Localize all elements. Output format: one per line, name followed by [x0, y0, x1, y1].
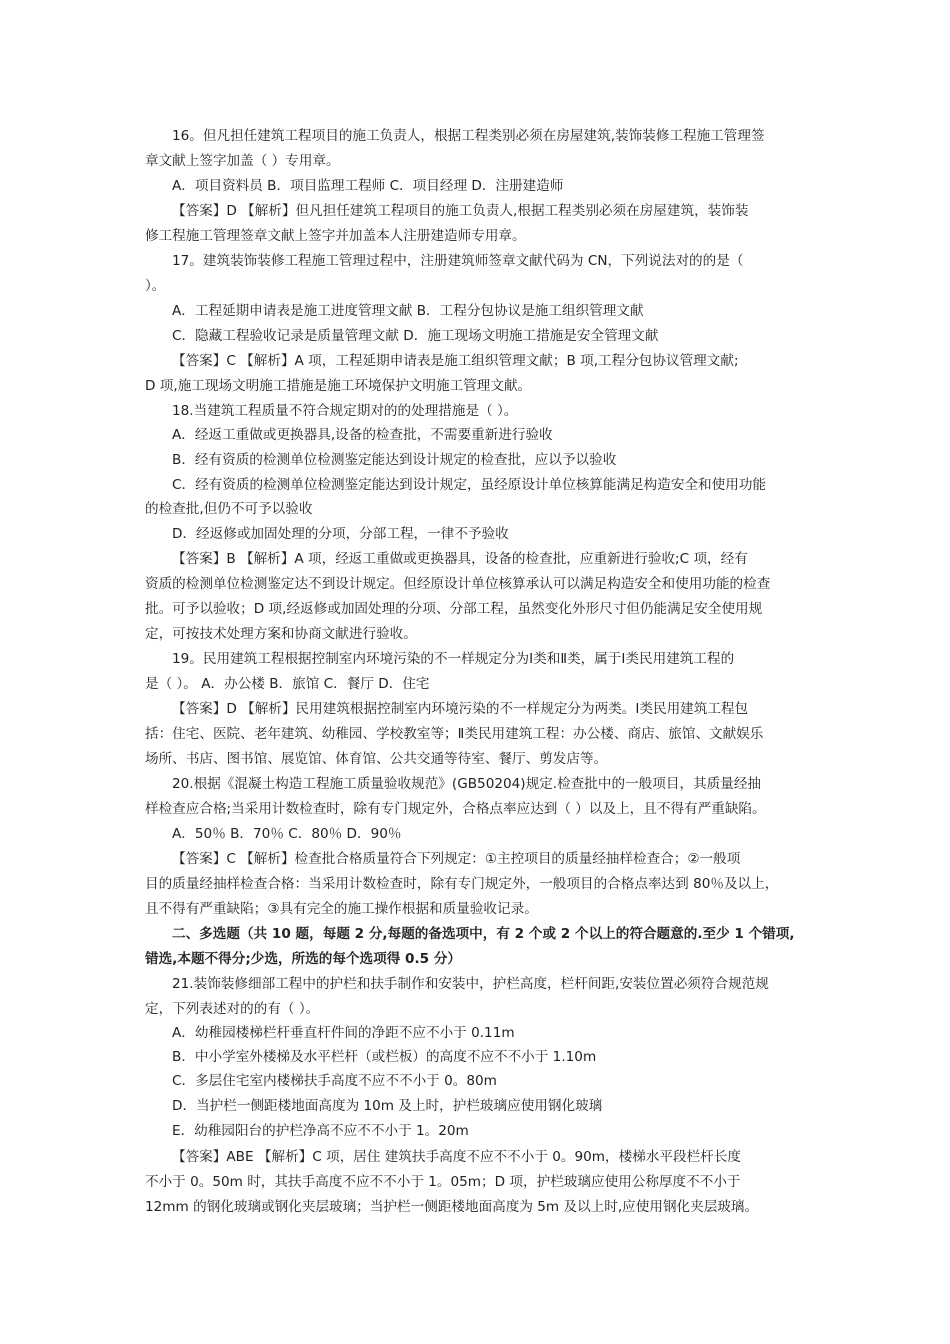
- q16-stem-line2: 章文献上签字加盖（ ）专用章。: [145, 153, 340, 169]
- q18-option-c-line2: 的检查批,但仍不可予以验收: [145, 501, 313, 517]
- q19-answer-line1: 【答案】D 【解析】民用建筑根据控制室内环境污染的不一样规定分为两类。Ⅰ类民用建筑工程包: [172, 701, 749, 717]
- q21-answer-line1: 【答案】ABE 【解析】C 项，居住 建筑扶手高度不应不不小于 0。90m，楼梯水平段栏杆长度: [172, 1149, 741, 1165]
- q20-options: A．50％ B．70％ C．80％ D．90％: [172, 826, 402, 842]
- section-heading-line1: 二、多选题（共 10 题，每题 2 分,每题的备选项中，有 2 个或 2 个以上的符合题意的.至少 1 个错项,: [172, 926, 795, 942]
- q16-answer-line2: 修工程施工管理签章文献上签字并加盖本人注册建造师专用章。: [145, 228, 526, 244]
- q18-option-a: A．经返工重做或更换器具,设备的检查批，不需要重新进行验收: [172, 427, 553, 443]
- q18-option-b: B．经有资质的检测单位检测鉴定能达到设计规定的检查批，应以予以验收: [172, 452, 617, 468]
- q19-answer-line3: 场所、书店、图书馆、展览馆、体育馆、公共交通等待室、餐厅、剪发店等。: [145, 751, 608, 767]
- q18-answer-line3: 批。可予以验收；D 项,经返修或加固处理的分项、分部工程，虽然变化外形尺寸但仍能满足安全使用规: [145, 601, 763, 617]
- q21-option-a: A．幼稚园楼梯栏杆垂直杆件间的净距不应不小于 0.11m: [172, 1025, 515, 1041]
- q20-stem-line1: 20.根据《混凝土构造工程施工质量验收规范》(GB50204)规定.检查批中的一般项目，其质量经抽: [172, 776, 762, 792]
- q18-answer-line4: 定，可按技术处理方案和协商文献进行验收。: [145, 626, 417, 642]
- q18-option-d: D．经返修或加固处理的分项，分部工程，一律不予验收: [172, 526, 509, 542]
- q16-answer-line1: 【答案】D 【解析】但凡担任建筑工程项目的施工负责人,根据工程类别必须在房屋建筑，装饰装: [172, 203, 749, 219]
- q19-stem-line2: 是（ ）。 A．办公楼 B．旅馆 C．餐厅 D．住宅: [145, 676, 430, 692]
- section-heading-line2: 错选,本题不得分;少选，所选的每个选项得 0.5 分）: [145, 951, 462, 967]
- q17-stem-line2: ）。: [145, 278, 166, 294]
- q21-option-d: D．当护栏一侧距楼地面高度为 10m 及上时，护栏玻璃应使用钢化玻璃: [172, 1098, 603, 1114]
- q16-options: A．项目资料员 B．项目监理工程师 C．项目经理 D．注册建造师: [172, 178, 564, 194]
- q21-answer-line3: 12mm 的钢化玻璃或钢化夹层玻璃；当护栏一侧距楼地面高度为 5m 及以上时,应使用钢化夹层玻璃。: [145, 1199, 759, 1215]
- q18-stem: 18.当建筑工程质量不符合规定期对的的处理措施是（ ）。: [172, 403, 518, 419]
- q21-option-c: C．多层住宅室内楼梯扶手高度不应不不小于 0。80m: [172, 1073, 497, 1089]
- q17-options-ab: A．工程延期申请表是施工进度管理文献 B．工程分包协议是施工组织管理文献: [172, 303, 644, 319]
- q21-stem-line2: 定，下列表述对的的有（ ）。: [145, 1001, 320, 1017]
- q20-answer-line3: 且不得有严重缺陷；③具有完全的施工操作根据和质量验收记录。: [145, 901, 538, 917]
- q20-answer-line2: 目的质量经抽样检查合格：当采用计数检查时，除有专门规定外，一般项目的合格点率达到 80％及以上，: [145, 876, 779, 892]
- q19-answer-line2: 括：住宅、医院、老年建筑、幼稚园、学校教室等；Ⅱ类民用建筑工程：办公楼、商店、旅馆、文献娱乐: [145, 726, 764, 742]
- q17-answer-line1: 【答案】C 【解析】A 项，工程延期申请表是施工组织管理文献；B 项,工程分包协议管理文献;: [172, 353, 739, 369]
- q21-stem-line1: 21.装饰装修细部工程中的护栏和扶手制作和安装中，护栏高度，栏杆间距,安装位置必须符合规范规: [172, 976, 769, 992]
- q17-stem-line1: 17。建筑装饰装修工程施工管理过程中，注册建筑师签章文献代码为 CN，下列说法对的的是（: [172, 253, 744, 269]
- q21-option-e: E．幼稚园阳台的护栏净高不应不不小于 1。20m: [172, 1123, 469, 1139]
- q21-option-b: B．中小学室外楼梯及水平栏杆（或栏板）的高度不应不不小于 1.10m: [172, 1049, 597, 1065]
- q18-option-c-line1: C．经有资质的检测单位检测鉴定能达到设计规定，虽经原设计单位核算能满足构造安全和使用功能: [172, 477, 767, 493]
- q16-stem-line1: 16。但凡担任建筑工程项目的施工负责人，根据工程类别必须在房屋建筑,装饰装修工程施工管理签: [172, 128, 765, 144]
- q20-stem-line2: 样检查应合格;当采用计数检查时，除有专门规定外，合格点率应达到（ ）以及上，且不得有严重缺陷。: [145, 801, 766, 817]
- q20-answer-line1: 【答案】C 【解析】检查批合格质量符合下列规定：①主控项目的质量经抽样检查合；②一般项: [172, 851, 741, 867]
- q19-stem-line1: 19。民用建筑工程根据控制室内环境污染的不一样规定分为Ⅰ类和Ⅱ类，属于Ⅰ类民用建筑工程的: [172, 651, 735, 667]
- q17-answer-line2: D 项,施工现场文明施工措施是施工环境保护文明施工管理文献。: [145, 378, 532, 394]
- q18-answer-line2: 资质的检测单位检测鉴定达不到设计规定。但经原设计单位核算承认可以满足构造安全和使用功能的检查: [145, 576, 771, 592]
- q21-answer-line2: 不小于 0。50m 时，其扶手高度不应不不小于 1。05m；D 项，护栏玻璃应使用公称厚度不不小于: [145, 1174, 741, 1190]
- q17-options-cd: C．隐藏工程验收记录是质量管理文献 D．施工现场文明施工措施是安全管理文献: [172, 328, 659, 344]
- q18-answer-line1: 【答案】B 【解析】A 项，经返工重做或更换器具，设备的检查批，应重新进行验收;C 项，经有: [172, 551, 748, 567]
